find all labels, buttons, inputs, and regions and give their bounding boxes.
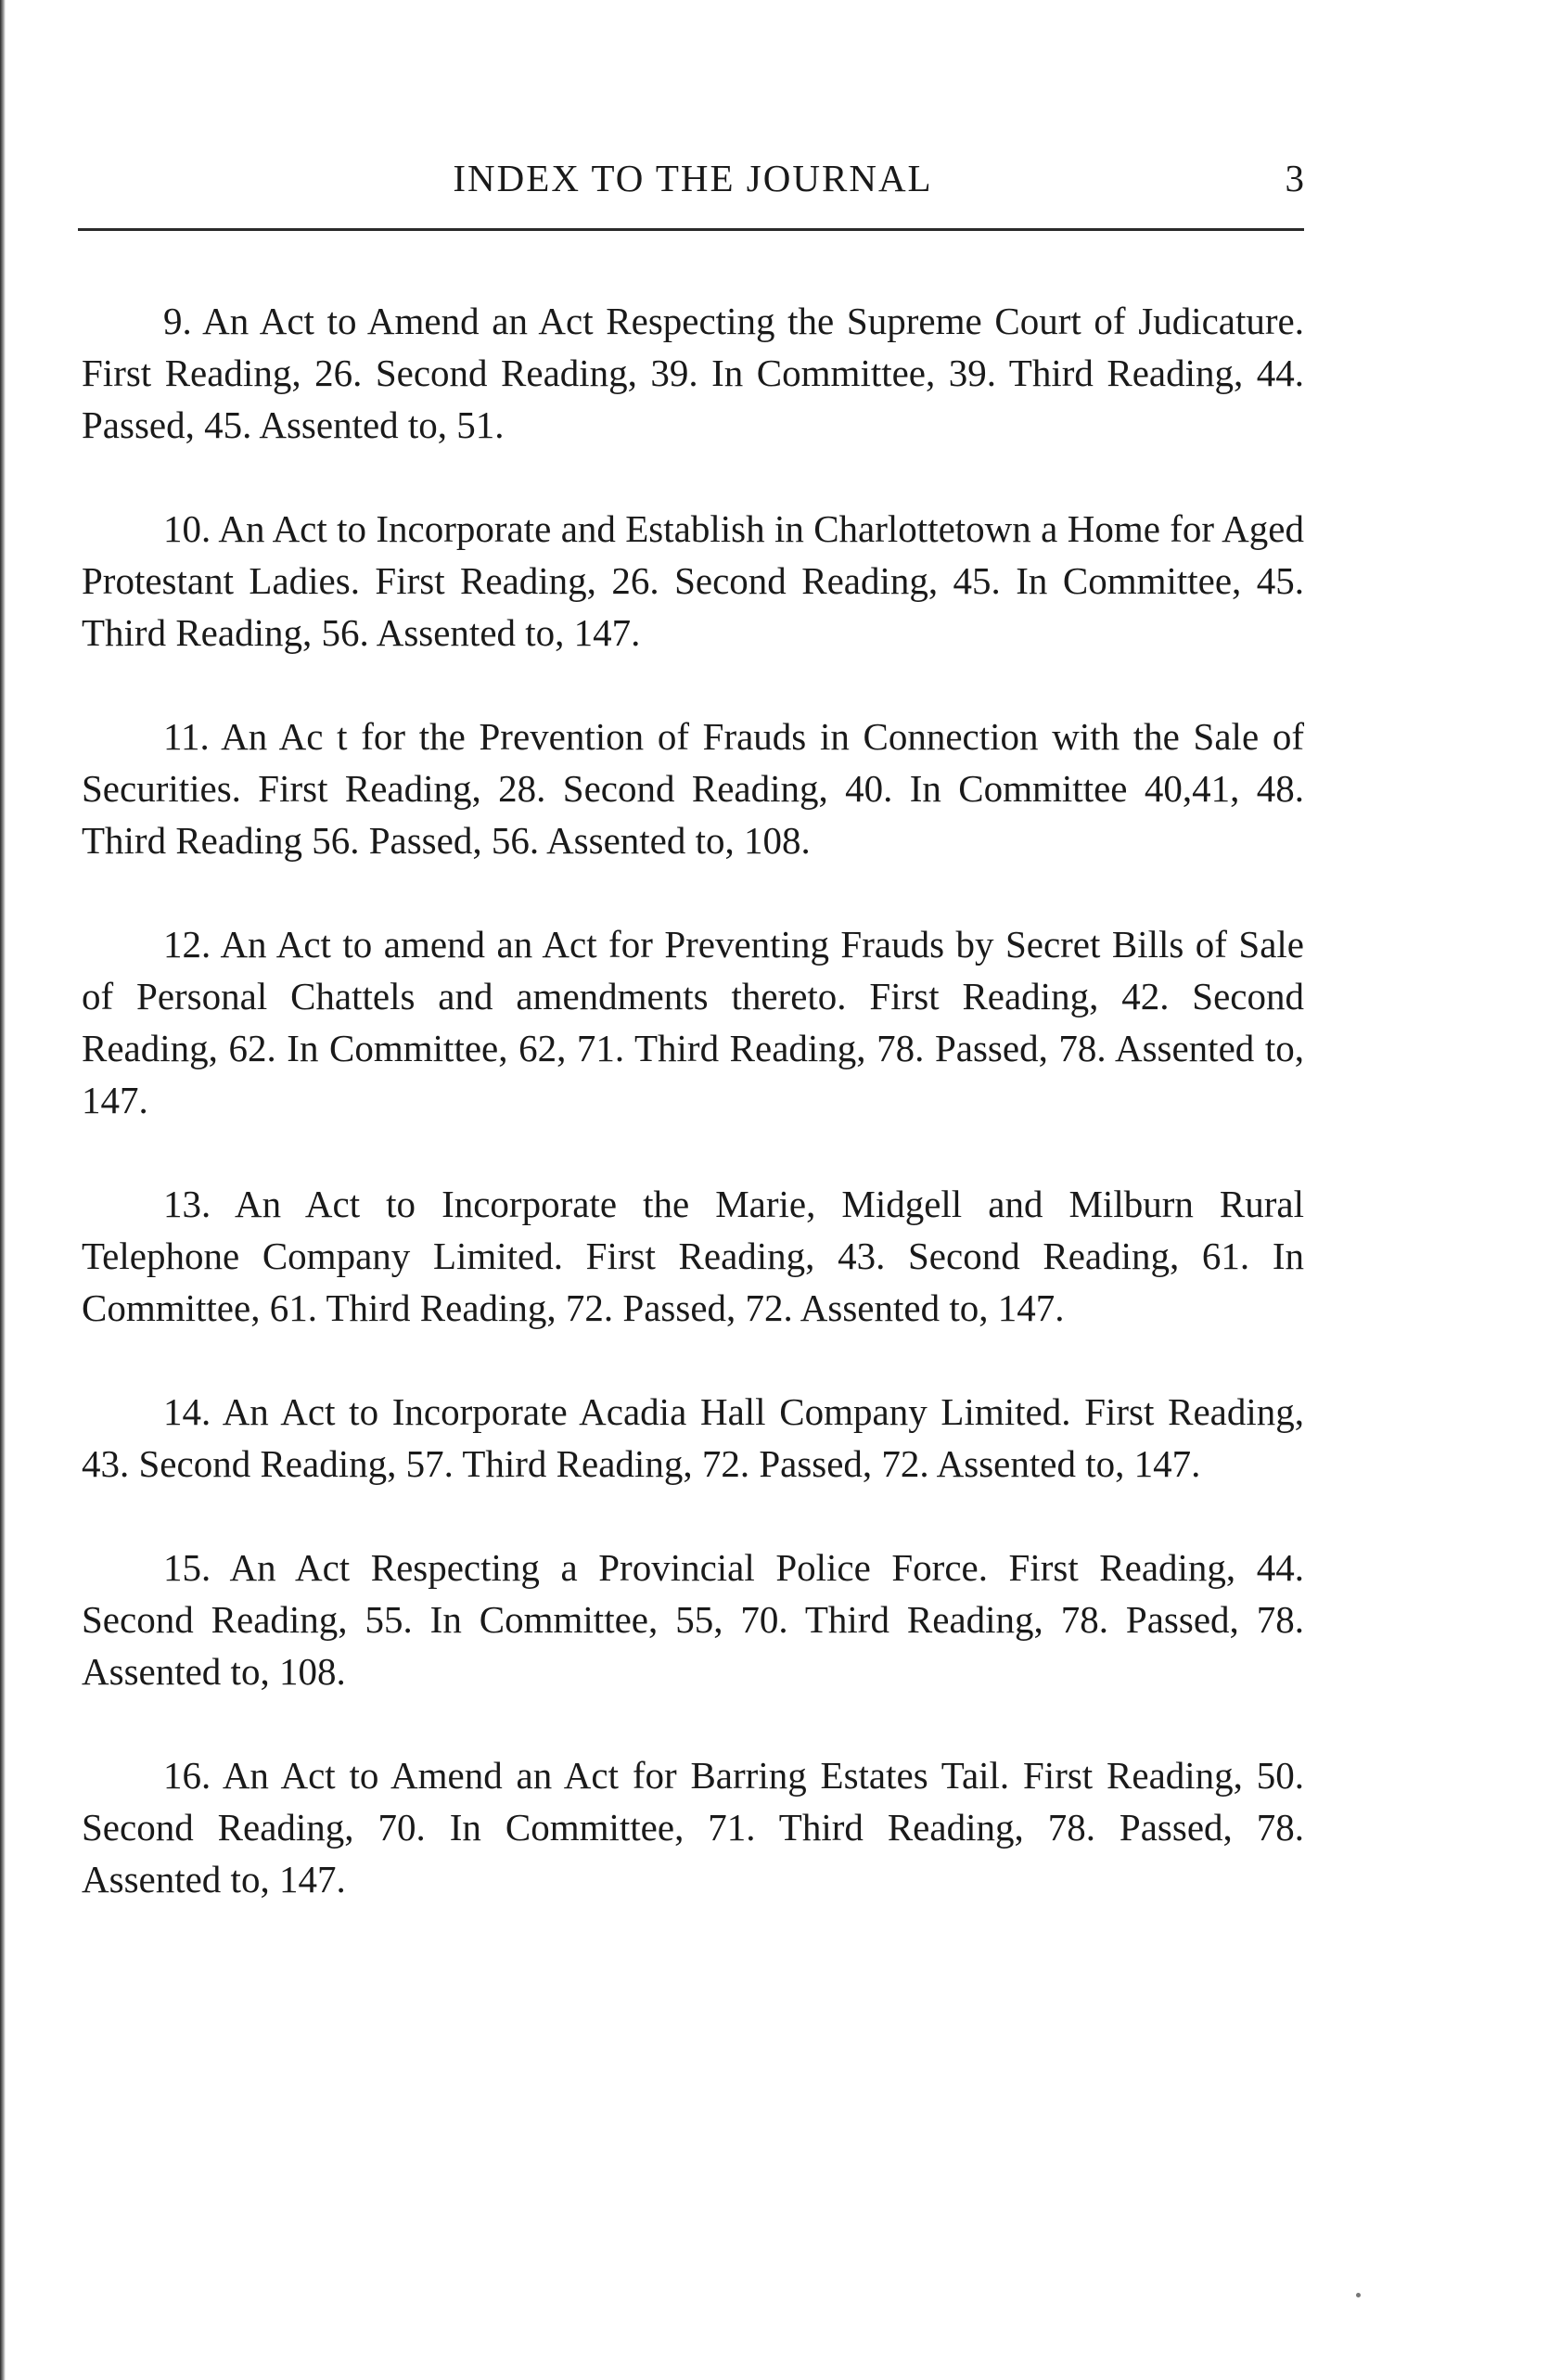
index-entry-14: 14. An Act to Incorporate Acadia Hall Company Limited. First Reading, 43. Second Reading, 57. Third Reading, 72. Passed, 72. Assented to, 147. (82, 1390, 1304, 1485)
index-entry-9: 9. An Act to Amend an Act Respecting the Supreme Court of Judicature. First Reading, 26. Second Reading, 39. In Committee, 39. Third Reading, 44. Passed, 45. Assented to, 51. (82, 300, 1304, 446)
page-binding-edge (0, 0, 6, 2380)
index-entries (82, 295, 1304, 1957)
running-title: INDEX TO THE JOURNAL (453, 157, 933, 199)
header-rule (78, 228, 1304, 231)
page-header (82, 158, 1304, 213)
index-entry-15: 15. An Act Respecting a Provincial Police Force. First Reading, 44. Second Reading, 55. In Committee, 55, 70. Third Reading, 78. Passed, 78. Assented to, 108. (82, 1546, 1304, 1693)
paper-speck (1356, 2293, 1361, 2297)
index-entry-13: 13. An Act to Incorporate the Marie, Midgell and Milburn Rural Telephone Company Limited. First Reading, 43. Second Reading, 61. In Committee, 61. Third Reading, 72. Passed, 72. Assented to, 147. (82, 1183, 1304, 1329)
index-entry-16: 16. An Act to Amend an Act for Barring Estates Tail. First Reading, 50. Second Reading, 70. In Committee, 71. Third Reading, 78. Passed, 78. Assented to, 147. (82, 1754, 1304, 1900)
page-number: 3 (1285, 157, 1304, 199)
index-entry-12: 12. An Act to amend an Act for Preventing Frauds by Secret Bills of Sale of Personal Chattels and amendments thereto. First Reading, 42. Second Reading, 62. In Committee, 62, 71. Third Reading, 78. Passed, 78. Assented to, 147. (82, 923, 1304, 1121)
index-entry-11: 11. An Ac t for the Prevention of Frauds in Connection with the Sale of Securities. First Reading, 28. Second Reading, 40. In Committee 40,41, 48. Third Reading 56. Passed, 56. Assented to, 108. (82, 715, 1304, 862)
index-entry-10: 10. An Act to Incorporate and Establish in Charlottetown a Home for Aged Protestant Ladies. First Reading, 26. Second Reading, 45. In Committee, 45. Third Reading, 56. Assented to, 147. (82, 507, 1304, 654)
